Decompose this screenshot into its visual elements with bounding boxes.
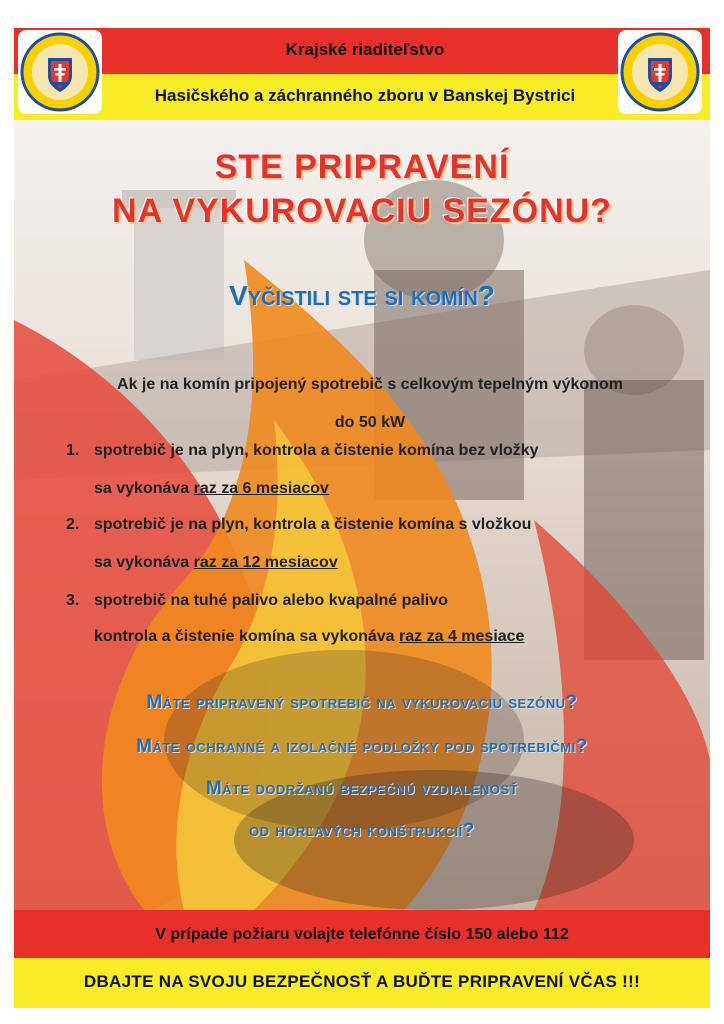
item-2-number: 2. — [66, 516, 80, 533]
intro-line1: Ak je na komín pripojený spotrebič s celkovým tepelným výkonom — [117, 376, 623, 393]
item-3-line2 — [94, 628, 524, 646]
item-1-line1: spotrebič je na plyn, kontrola a čistenie komína bez vložky — [94, 442, 539, 459]
question-appliance-ready: Máte pripravený spotrebič na vykurovaciu sezónu? — [146, 692, 578, 713]
fire-rescue-emblem-left — [18, 30, 102, 114]
emergency-phone-text: V prípade požiaru volajte telefónne číslo 150 alebo 112 — [155, 926, 569, 943]
question-safe-distance: Máte dodržanú bezpečnú vzdialenosť — [205, 778, 519, 799]
chimney-question: Vyčistili ste si komín? — [229, 280, 495, 311]
item-2-interval: raz za 12 mesiacov — [193, 554, 338, 571]
header-organization-line1: Krajské riaditeľstvo — [285, 40, 445, 59]
safety-slogan: DBAJTE NA SVOJU BEZPEČNOSŤ A BUĎTE PRIPRAVENÍ VČAS !!! — [83, 972, 641, 991]
item-1-number: 1. — [66, 442, 80, 459]
main-title-line2: NA VYKUROVACIU SEZÓNU? — [112, 192, 612, 230]
intro-line2: do 50 kW — [334, 414, 406, 431]
question-insulating-pads: Máte ochranné a izolačné podložky pod spotrebičmi? — [136, 736, 588, 757]
item-2-line2 — [94, 554, 338, 572]
header-organization-line2: Hasičského a záchranného zboru v Banskej Bystrici — [154, 86, 576, 105]
main-title-line1: STE PRIPRAVENÍ — [214, 148, 510, 186]
item-1-prefix: sa vykonáva — [94, 480, 194, 497]
item-2-line1: spotrebič je na plyn, kontrola a čistenie komína s vložkou — [94, 516, 532, 533]
item-3-interval: raz za 4 mesiace — [399, 628, 525, 645]
item-1-line2 — [94, 480, 329, 498]
question-flammable-structures: od horľavých konštrukcií? — [249, 820, 475, 841]
item-3-prefix: kontrola a čistenie komína sa vykonáva — [94, 628, 400, 645]
item-1-interval: raz za 6 mesiacov — [193, 480, 329, 497]
item-2-prefix: sa vykonáva — [94, 554, 194, 571]
fire-rescue-emblem-right — [618, 30, 702, 114]
item-3-line1: spotrebič na tuhé palivo alebo kvapalné palivo — [94, 592, 448, 609]
intro-text — [60, 366, 680, 442]
item-3-number: 3. — [66, 592, 80, 609]
